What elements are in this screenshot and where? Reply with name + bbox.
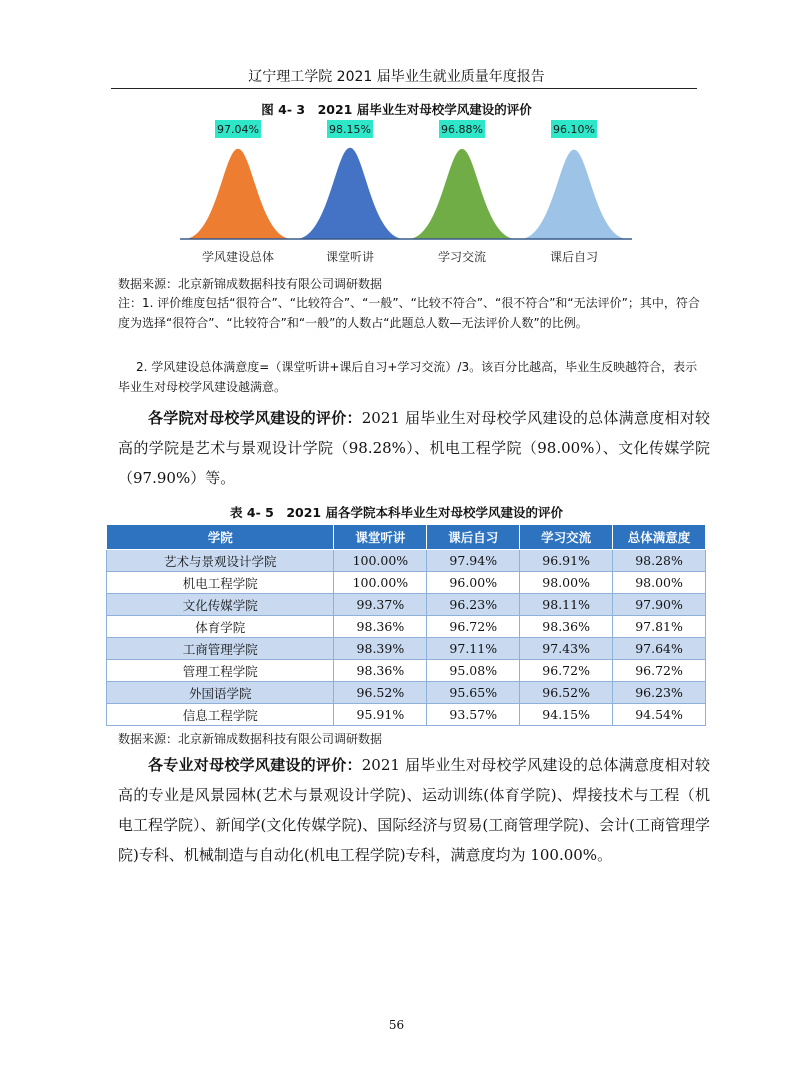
- table-row: [107, 616, 706, 638]
- table-header-row: [107, 525, 706, 550]
- college-evaluation-table: [106, 524, 706, 726]
- value-label: 96.88%: [441, 123, 483, 136]
- college-evaluation-lead: 各学院对母校学风建设的评价：: [148, 409, 362, 427]
- table-row: [107, 660, 706, 682]
- cell-overall: 98.28%: [613, 550, 706, 572]
- cell-college: 管理工程学院: [107, 660, 334, 682]
- college-evaluation-paragraph: [118, 403, 710, 493]
- note-2: 2. 学风建设总体满意度=（课堂听讲+课后自习+学习交流）/3。该百分比越高，毕业生反映越符合，表示毕业生对母校学风建设越满意。: [118, 360, 698, 394]
- col-header-exchange: 学习交流: [520, 525, 613, 550]
- cell-self-study: 96.72%: [427, 616, 520, 638]
- cell-overall: 94.54%: [613, 704, 706, 726]
- value-label: 96.10%: [553, 123, 595, 136]
- cell-overall: 97.81%: [613, 616, 706, 638]
- cell-lecture: 98.36%: [334, 660, 427, 682]
- cell-lecture: 96.52%: [334, 682, 427, 704]
- cell-exchange: 96.72%: [520, 660, 613, 682]
- col-header-lecture: 课堂听讲: [334, 525, 427, 550]
- cell-self-study: 97.11%: [427, 638, 520, 660]
- cell-college: 信息工程学院: [107, 704, 334, 726]
- category-label: 课堂听讲: [325, 250, 375, 264]
- col-header-college: 学院: [107, 525, 334, 550]
- table-row: [107, 638, 706, 660]
- header-title: 辽宁理工学院 2021 届毕业生就业质量年度报告: [248, 69, 545, 85]
- cell-lecture: 99.37%: [334, 594, 427, 616]
- cell-overall: 96.23%: [613, 682, 706, 704]
- cell-college: 体育学院: [107, 616, 334, 638]
- cell-overall: 98.00%: [613, 572, 706, 594]
- cell-overall: 97.90%: [613, 594, 706, 616]
- college-evaluation-text: 2021 届毕业生对母校学风建设的总体满意度相对较高的学院是艺术与景观设计学院（98.28%）、机电工程学院（98.00%）、文化传媒学院（97.90%）等。: [118, 409, 710, 487]
- category-label: 课后自习: [549, 250, 599, 264]
- table-caption: 表 4- 5 2021 届各学院本科毕业生对母校学风建设的评价: [230, 505, 563, 520]
- peak-mark: [296, 148, 404, 239]
- cell-college: 工商管理学院: [107, 638, 334, 660]
- data-source-note-2: 数据来源：北京新锦成数据科技有限公司调研数据: [118, 732, 383, 746]
- cell-lecture: 95.91%: [334, 704, 427, 726]
- peak-mark: [520, 150, 628, 239]
- major-evaluation-text: 2021 届毕业生对母校学风建设的总体满意度相对较高的专业是风景园林(艺术与景观设计学院)、运动训练(体育学院)、焊接技术与工程（机电工程学院）、新闻学(文化传媒学院)、国际经济与贸易(工商管理学院)、会计(工商管理学院)专科、机械制造与自动化(机电工程学院)专科，满意度均为 100.00%。: [118, 756, 710, 864]
- cell-college: 机电工程学院: [107, 572, 334, 594]
- cell-self-study: 96.23%: [427, 594, 520, 616]
- cell-self-study: 93.57%: [427, 704, 520, 726]
- peak-chart: [170, 116, 640, 266]
- figure-caption: 图 4- 3 2021 届毕业生对母校学风建设的评价: [261, 102, 532, 117]
- cell-self-study: 97.94%: [427, 550, 520, 572]
- value-label: 97.04%: [217, 123, 259, 136]
- data-source-note: 数据来源：北京新锦成数据科技有限公司调研数据: [118, 277, 383, 291]
- table-row: [107, 594, 706, 616]
- col-header-self-study: 课后自习: [427, 525, 520, 550]
- col-header-overall: 总体满意度: [613, 525, 706, 550]
- header-divider: [111, 88, 697, 89]
- cell-self-study: 95.65%: [427, 682, 520, 704]
- value-label: 98.15%: [329, 123, 371, 136]
- cell-overall: 97.64%: [613, 638, 706, 660]
- cell-exchange: 98.11%: [520, 594, 613, 616]
- cell-exchange: 94.15%: [520, 704, 613, 726]
- page-number: 56: [388, 1018, 405, 1032]
- cell-college: 文化传媒学院: [107, 594, 334, 616]
- cell-lecture: 98.36%: [334, 616, 427, 638]
- table-row: [107, 550, 706, 572]
- cell-lecture: 100.00%: [334, 550, 427, 572]
- peak-mark: [184, 149, 292, 239]
- major-evaluation-paragraph: [118, 750, 710, 870]
- cell-college: 艺术与景观设计学院: [107, 550, 334, 572]
- cell-exchange: 97.43%: [520, 638, 613, 660]
- table-row: [107, 704, 706, 726]
- table-row: [107, 572, 706, 594]
- note-1: 注：1. 评价维度包括“很符合”、“比较符合”、“一般”、“比较不符合”、“很不符合”和“无法评价”；其中，符合度为选择“很符合”、“比较符合”和“一般”的人数占“此题总人数—无法评价人数”的比例。: [118, 296, 700, 330]
- cell-exchange: 96.52%: [520, 682, 613, 704]
- table-row: [107, 682, 706, 704]
- major-evaluation-lead: 各专业对母校学风建设的评价：: [148, 756, 362, 774]
- peak-mark: [408, 149, 516, 239]
- cell-overall: 96.72%: [613, 660, 706, 682]
- category-label: 学习交流: [437, 250, 487, 264]
- cell-self-study: 95.08%: [427, 660, 520, 682]
- cell-exchange: 98.36%: [520, 616, 613, 638]
- cell-lecture: 100.00%: [334, 572, 427, 594]
- cell-exchange: 98.00%: [520, 572, 613, 594]
- cell-self-study: 96.00%: [427, 572, 520, 594]
- cell-college: 外国语学院: [107, 682, 334, 704]
- category-label: 学风建设总体: [201, 250, 275, 264]
- cell-lecture: 98.39%: [334, 638, 427, 660]
- cell-exchange: 96.91%: [520, 550, 613, 572]
